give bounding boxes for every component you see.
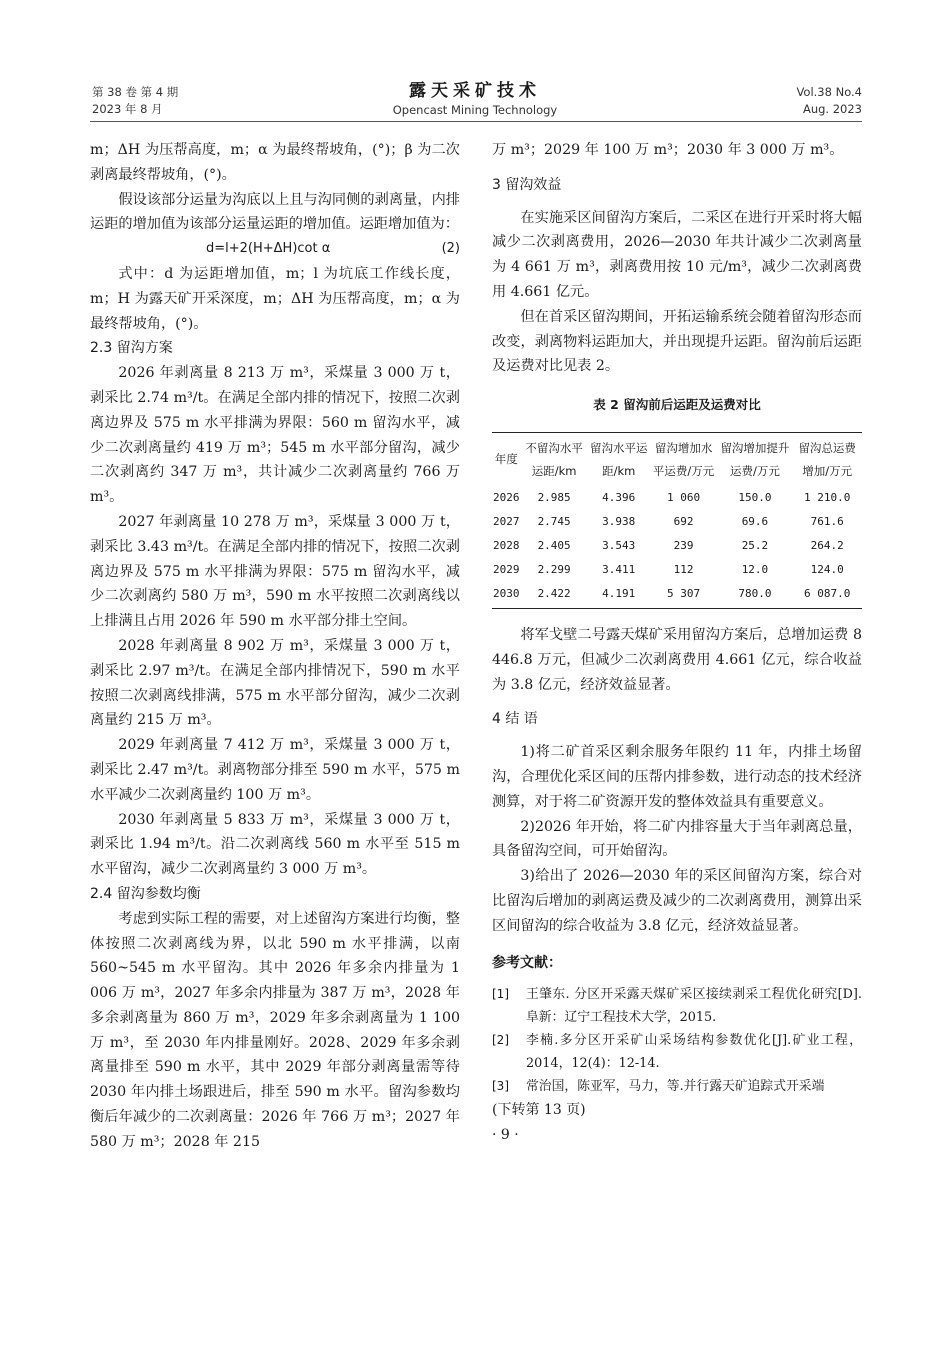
paragraph: 但在首采区留沟期间，开拓运输系统会随着留沟形态而改变，剥离物料运距加大，并出现提升运距。留沟前后运距及运费对比见表 2。	[492, 308, 862, 375]
paragraph: 考虑到实际工程的需要，对上述留沟方案进行均衡，整体按照二次剥离线为界，以北 590 m 水平排满，以南 560~545 m 水平留沟。其中 2026 年多余内排量为 1 006 万 m³，2027 年多余内排量为 387 万 m³，2028 年多余剥离量为 860 万 m³，2029 年多余剥离量为 1 100 万 m³，至 2030 年内排量刚好。2028、2029 年多余剥离量排至 590 m 水平，其中 2029 年部分剥离量需等待 2030 年内排土场跟进后，排至 590 m 水平。留沟参数均衡后年减少的二次剥离量：2026 年 766 万 m³；2027 年 580 万 m³；2028 年 215	[90, 910, 460, 1150]
issue-date-en: Aug. 2023	[802, 102, 862, 116]
table-row	[492, 534, 862, 558]
paragraph: 式中：d 为运距增加值，m；l 为坑底工作线长度，m；H 为露天矿开采深度，m；ΔH 为压帮高度，m；α 为最终帮坡角，(°)。	[90, 265, 460, 332]
section-heading-2-3: 2.3 留沟方案	[90, 340, 173, 357]
journal-title-cn: 露天采矿技术	[409, 81, 541, 101]
table-caption: 表 2 留沟前后运距及运费对比	[593, 397, 761, 413]
table-header-cell: 留沟水平运距/km	[588, 432, 650, 483]
table-cell: 2030	[492, 582, 521, 609]
transport-cost-table	[492, 432, 862, 609]
table-row	[492, 558, 862, 582]
table-cell: 780.0	[717, 582, 792, 609]
reference-text: 常治国，陈亚军，马力，等.并行露天矿追踪式开采端	[526, 1079, 825, 1095]
paragraph: m；ΔH 为压帮高度，m；α 为最终帮坡角，(°)；β 为二次剥离最终帮坡角，(°)。	[90, 142, 460, 183]
table-cell: 1 060	[667, 490, 701, 504]
table-header-cell: 留沟增加提升运费/万元	[717, 432, 792, 483]
table-cell: 2.745	[537, 514, 571, 528]
table-cell: 239	[673, 538, 694, 552]
paragraph: 2028 年剥离量 8 902 万 m³，采煤量 3 000 万 t，剥采比 2.97 m³/t。在满足全部内排情况下，590 m 水平按照二次剥离线排满，575 m 水平部分留沟，减少二次剥离量约 215 万 m³。	[90, 637, 460, 729]
section-heading-2-4: 2.4 留沟参数均衡	[90, 885, 201, 902]
paragraph: 在实施采区间留沟方案后，二采区在进行开采时将大幅减少二次剥离费用，2026—2030 年共计减少二次剥离量为 4 661 万 m³，剥离费用按 10 元/m³，减少二次剥离费用 4.661 亿元。	[492, 209, 862, 300]
table-cell: 2.299	[537, 562, 571, 576]
reference-text: 李楠.多分区开采矿山采场结构参数优化[J].矿业工程，2014，12(4)：12-14.	[526, 1033, 862, 1072]
table-cell: 112	[673, 562, 694, 576]
table-cell: 150.0	[738, 490, 772, 504]
table-cell: 2026	[493, 490, 520, 504]
table-cell: 12.0	[741, 562, 769, 576]
table-cell: 692	[673, 514, 694, 528]
reference-text: 王肇东. 分区开采露天煤矿采区接续剥采工程优化研究[D].阜新：辽宁工程技术大学，2015.	[526, 987, 862, 1026]
right-column	[492, 138, 862, 1148]
reference-item	[492, 1029, 862, 1075]
issue-info-en	[796, 84, 862, 118]
reference-item	[492, 983, 862, 1029]
table-cell: 6 087.0	[792, 582, 862, 609]
reference-item	[492, 1075, 862, 1098]
journal-title-en: Opencast Mining Technology	[392, 103, 558, 117]
table-cell: 3.411	[602, 562, 636, 576]
paragraph: 2030 年剥离量 5 833 万 m³，采煤量 3 000 万 t，剥采比 1.94 m³/t。沿二次剥离线 560 m 水平至 515 m 水平留沟，减少二次剥离量约 3 000 万 m³。	[90, 811, 460, 878]
reference-number: [3]	[492, 1079, 509, 1094]
table-cell: 2.422	[521, 582, 588, 609]
volume-issue: 第 38 卷 第 4 期	[92, 85, 179, 99]
table-header-cell: 不留沟水平运距/km	[521, 432, 588, 483]
table-row	[492, 483, 862, 510]
table-cell: 2029	[493, 562, 520, 576]
equation-body: d=l+2(H+ΔH)cot α	[206, 241, 331, 257]
table-cell: 2.405	[537, 538, 571, 552]
table-cell: 3.938	[602, 514, 636, 528]
paragraph: 2027 年剥离量 10 278 万 m³，采煤量 3 000 万 t，剥采比 3.43 m³/t。在满足全部内排的情况下，按照二次剥离边界及 575 m 水平排满为界限：575 m 留沟水平，减少二次剥离约 580 万 m³，590 m 水平按照二次剥离线以上排满且占用 2026 年 590 m 水平部分排土空间。	[90, 513, 460, 630]
issue-date: 2023 年 8 月	[92, 102, 163, 116]
table-cell: 1 210.0	[804, 490, 851, 504]
paragraph: 万 m³；2029 年 100 万 m³；2030 年 3 000 万 m³。	[492, 142, 844, 158]
paragraph: 假设该部分运量为沟底以上且与沟同侧的剥离量，内排运距的增加值为该部分运量运距的增加值。运距增加值为：	[90, 191, 460, 233]
table-header-cell: 年度	[492, 432, 521, 483]
conclusion-item: 1)将二矿首采区剩余服务年限约 11 年，内排土场留沟，合理优化采区间的压帮内排参数，进行动态的技术经济测算，对于将二矿资源开发的整体效益具有重要意义。	[492, 744, 862, 810]
conclusion-item: 3)给出了 2026—2030 年的采区间留沟方案，综合对比留沟后增加的剥离运费及减少的二次剥离费用，测算出采区间留沟的综合收益为 3.8 亿元，经济效益显著。	[492, 868, 862, 934]
table-cell: 3.543	[602, 538, 636, 552]
conclusion-item: 2)2026 年开始，将二矿内排容量大于当年剥离总量，具备留沟空间，可开始留沟。	[492, 818, 862, 860]
table-header-cell: 留沟增加水平运费/万元	[650, 432, 718, 483]
equation-2	[90, 237, 460, 262]
table-cell: 25.2	[741, 538, 769, 552]
header-rule	[90, 121, 862, 122]
left-column	[90, 138, 460, 1155]
table-cell: 2027	[493, 514, 520, 528]
table-cell: 4.396	[602, 490, 636, 504]
table-cell: 5 307	[650, 582, 718, 609]
continued-note: (下转第 13 页)	[492, 1102, 586, 1119]
paragraph: 2026 年剥离量 8 213 万 m³，采煤量 3 000 万 t，剥采比 2.74 m³/t。在满足全部内排的情况下，按照二次剥离边界及 575 m 水平排满为界限：560 m 留沟水平，减少二次剥离量约 419 万 m³；545 m 水平部分留沟，减少二次剥离约 347 万 m³，共计减少二次剥离量约 766 万 m³。	[90, 365, 460, 506]
paragraph: 将军戈壁二号露天煤矿采用留沟方案后，总增加运费 8 446.8 万元，但减少二次剥离费用 4.661 亿元，综合收益为 3.8 亿元，经济效益显著。	[492, 626, 862, 693]
references-heading: 参考文献：	[492, 954, 562, 971]
reference-number: [1]	[492, 987, 509, 1002]
table-cell: 69.6	[741, 514, 769, 528]
table-cell: 2.985	[537, 490, 571, 504]
section-heading-4: 4 结 语	[492, 711, 538, 728]
table-header-cell: 留沟总运费增加/万元	[792, 432, 862, 483]
section-heading-3: 3 留沟效益	[492, 176, 562, 193]
table-row	[492, 510, 862, 534]
table-cell: 761.6	[810, 514, 844, 528]
table-cell: 264.2	[810, 538, 844, 552]
page-number: · 9 ·	[492, 1127, 519, 1144]
volume-issue-en: Vol.38 No.4	[796, 85, 862, 99]
table-row	[492, 582, 862, 609]
table-cell: 4.191	[588, 582, 650, 609]
table-cell: 2028	[493, 538, 520, 552]
equation-number: (2)	[441, 241, 460, 257]
reference-number: [2]	[492, 1033, 509, 1048]
table-cell: 124.0	[810, 562, 844, 576]
paragraph: 2029 年剥离量 7 412 万 m³，采煤量 3 000 万 t，剥采比 2.47 m³/t。剥离物部分排至 590 m 水平，575 m 水平减少二次剥离量约 100 万 m³。	[90, 737, 460, 803]
